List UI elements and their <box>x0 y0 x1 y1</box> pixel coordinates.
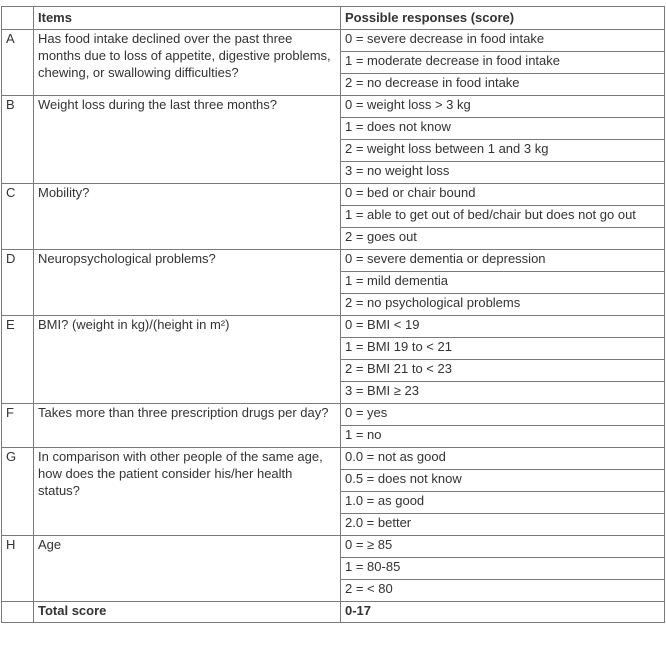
table-row <box>2 316 665 338</box>
table-row <box>2 448 665 470</box>
table-row <box>2 250 665 272</box>
response-option: 2 = no decrease in food intake <box>341 74 665 96</box>
row-letter: H <box>2 536 34 602</box>
response-option: 1 = mild dementia <box>341 272 665 294</box>
response-option: 0 = BMI < 19 <box>341 316 665 338</box>
response-option: 1.0 = as good <box>341 492 665 514</box>
response-option: 0 = yes <box>341 404 665 426</box>
response-option: 2 = goes out <box>341 228 665 250</box>
response-option: 1 = able to get out of bed/chair but does not go out <box>341 206 665 228</box>
response-option: 1 = does not know <box>341 118 665 140</box>
response-option: 2 = < 80 <box>341 580 665 602</box>
table-row <box>2 536 665 558</box>
total-score-label: Total score <box>34 602 341 623</box>
row-item-question: In comparison with other people of the same age, how does the patient consider his/her health status? <box>34 448 341 536</box>
response-option: 3 = BMI ≥ 23 <box>341 382 665 404</box>
response-option: 0.0 = not as good <box>341 448 665 470</box>
response-option: 0 = bed or chair bound <box>341 184 665 206</box>
row-letter: A <box>2 30 34 96</box>
response-option: 2 = no psychological problems <box>341 294 665 316</box>
row-letter: E <box>2 316 34 404</box>
total-letter <box>2 602 34 623</box>
response-option: 1 = BMI 19 to < 21 <box>341 338 665 360</box>
response-option: 3 = no weight loss <box>341 162 665 184</box>
total-row <box>2 602 665 623</box>
total-score-value: 0-17 <box>341 602 665 623</box>
row-letter: C <box>2 184 34 250</box>
header-items: Items <box>34 7 341 30</box>
row-letter: G <box>2 448 34 536</box>
response-option: 2 = weight loss between 1 and 3 kg <box>341 140 665 162</box>
header-letter <box>2 7 34 30</box>
row-letter: F <box>2 404 34 448</box>
table-body <box>2 30 665 602</box>
row-item-question: Age <box>34 536 341 602</box>
response-option: 1 = no <box>341 426 665 448</box>
response-option: 1 = moderate decrease in food intake <box>341 52 665 74</box>
row-item-question: Neuropsychological problems? <box>34 250 341 316</box>
header-responses: Possible responses (score) <box>341 7 665 30</box>
response-option: 0 = severe dementia or depression <box>341 250 665 272</box>
response-option: 2 = BMI 21 to < 23 <box>341 360 665 382</box>
response-option: 0 = severe decrease in food intake <box>341 30 665 52</box>
row-item-question: Has food intake declined over the past three months due to loss of appetite, digestive problems, chewing, or swallowing difficulties? <box>34 30 341 96</box>
response-option: 1 = 80-85 <box>341 558 665 580</box>
row-item-question: BMI? (weight in kg)/(height in m²) <box>34 316 341 404</box>
table-row <box>2 404 665 426</box>
response-option: 0 = ≥ 85 <box>341 536 665 558</box>
assessment-table <box>1 6 665 623</box>
table-row <box>2 184 665 206</box>
row-item-question: Weight loss during the last three months? <box>34 96 341 184</box>
response-option: 0.5 = does not know <box>341 470 665 492</box>
response-option: 2.0 = better <box>341 514 665 536</box>
row-letter: D <box>2 250 34 316</box>
response-option: 0 = weight loss > 3 kg <box>341 96 665 118</box>
table-header-row <box>2 7 665 30</box>
row-item-question: Takes more than three prescription drugs per day? <box>34 404 341 448</box>
table-row <box>2 30 665 52</box>
table-row <box>2 96 665 118</box>
row-item-question: Mobility? <box>34 184 341 250</box>
row-letter: B <box>2 96 34 184</box>
